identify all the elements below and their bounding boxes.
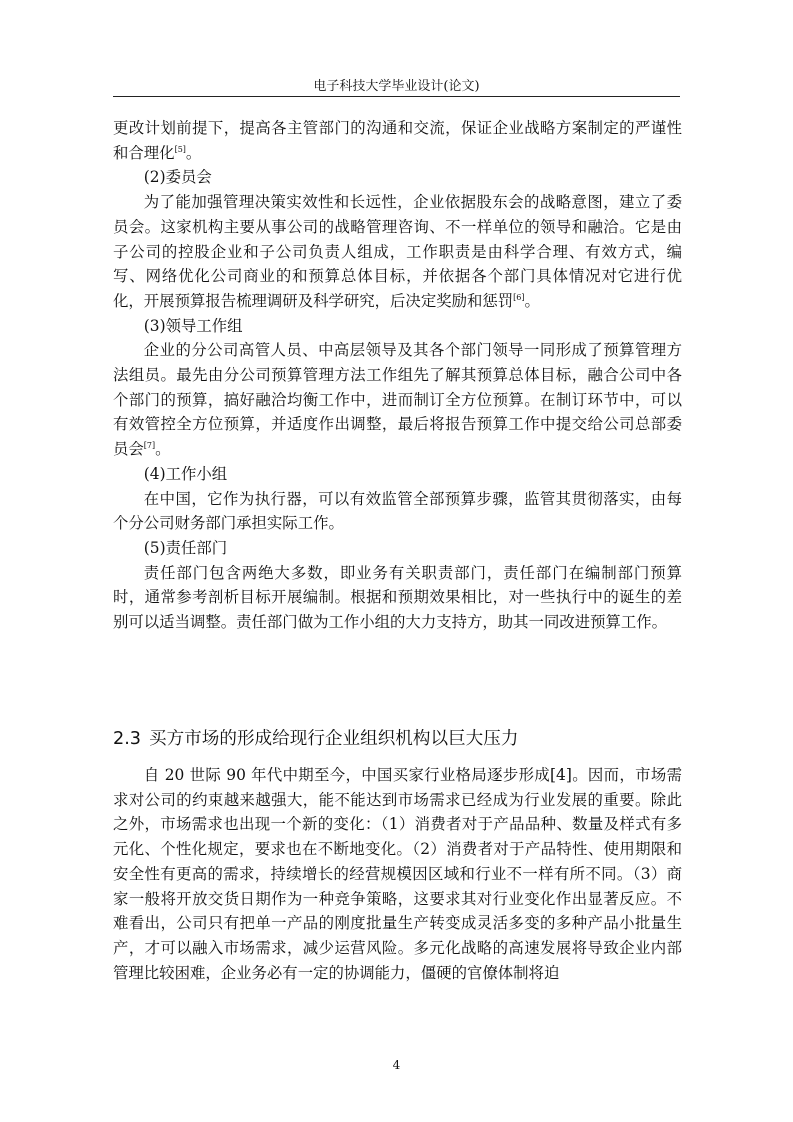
body-text-upper [113,116,682,635]
paragraph-responsible-department: 责任部门包含两绝大多数，即业务有关职责部门，责任部门在编制部门预算时，通常参考剖析目标开展编制。根据和预期效果相比，对一些执行中的诞生的差别可以适当调整。责任部门做为工作小组的大力支持方，助其一同改进预算工作。 [113,563,682,632]
paragraph-section-body: 自 20 世际 90 年代中期至今，中国买家行业格局逐步形成[4]。因而，市场需求对公司的约束越来越强大，能不能达到市场需求已经成为行业发展的重要。除此之外，市场需求也出现一个新的变化：（1）消费者对于产品品种、数量及样式有多元化、个性化规定，要求也在不断地变化。（2）消费者对于产品特性、使用期限和安全性有更高的需求，持续增长的经营规模因区域和行业不一样有所不同。（3）商家一般将开放交货日期作为一种竞争策略，这要求其对行业变化作出显著反应。不难看出，公司只有把单一产品的刚度批量生产转变成灵活多变的多种产品小批量生产，才可以融入市场需求，减少运营风险。多元化战略的高速发展将导致企业内部管理比较困难，企业务必有一定的协调能力，僵硬的官僚体制将迫 [113,766,682,982]
section-number: 2.3 [113,729,141,749]
section-heading [113,725,518,753]
page-number: 4 [392,1058,401,1072]
subheading-leadership-group: (3)领导工作组 [143,316,243,335]
header-rule [113,96,680,97]
section-title: 买方市场的形成给现行企业组织机构以巨大压力 [148,729,519,749]
body-text-lower [113,763,682,985]
paragraph-committee: 为了能加强管理决策实效性和长远性，企业依据股东会的战略意图，建立了委员会。这家机构主要从事公司的战略管理咨询、不一样单位的领导和融洽。它是由子公司的控股企业和子公司负责人组成，工作职责是由科学合理、有效方式，编写、网络优化公司商业的和预算总体目标，并依据各个部门具体情况对它进行优化，开展预算报告梳理调研及科学研究，后决定奖励和惩罚[6]。 [113,193,682,310]
citation-7: [7] [143,441,156,451]
paragraph-work-team: 在中国，它作为执行器，可以有效监管全部预算步骤，监管其贯彻落实，由每个分公司财务部门承担实际工作。 [113,489,682,533]
citation-5: [5] [174,144,186,154]
paragraph-leadership-group: 企业的分公司高管人员、中高层领导及其各个部门领导一同形成了预算管理方法组员。最先由分公司预算管理方法工作组先了解其预算总体目标，融合公司中各个部门的预算，搞好融洽均衡工作中，进而制订全方位预算。在制订环节中，可以有效管控全方位预算，并适度作出调整，最后将报告预算工作中提交给公司总部委员会[7]。 [113,341,682,459]
header-title: 电子科技大学毕业设计(论文) [313,79,480,94]
paragraph-continuation: 更改计划前提下，提高各主管部门的沟通和交流，保证企业战略方案制定的严谨性和合理化[5]。 [113,119,682,162]
subheading-responsible-department: (5)责任部门 [143,538,228,557]
subheading-committee: (2)委员会 [143,168,212,187]
citation-6: [6] [513,292,525,302]
page-header [113,79,680,95]
subheading-work-team: (4)工作小组 [143,464,228,483]
